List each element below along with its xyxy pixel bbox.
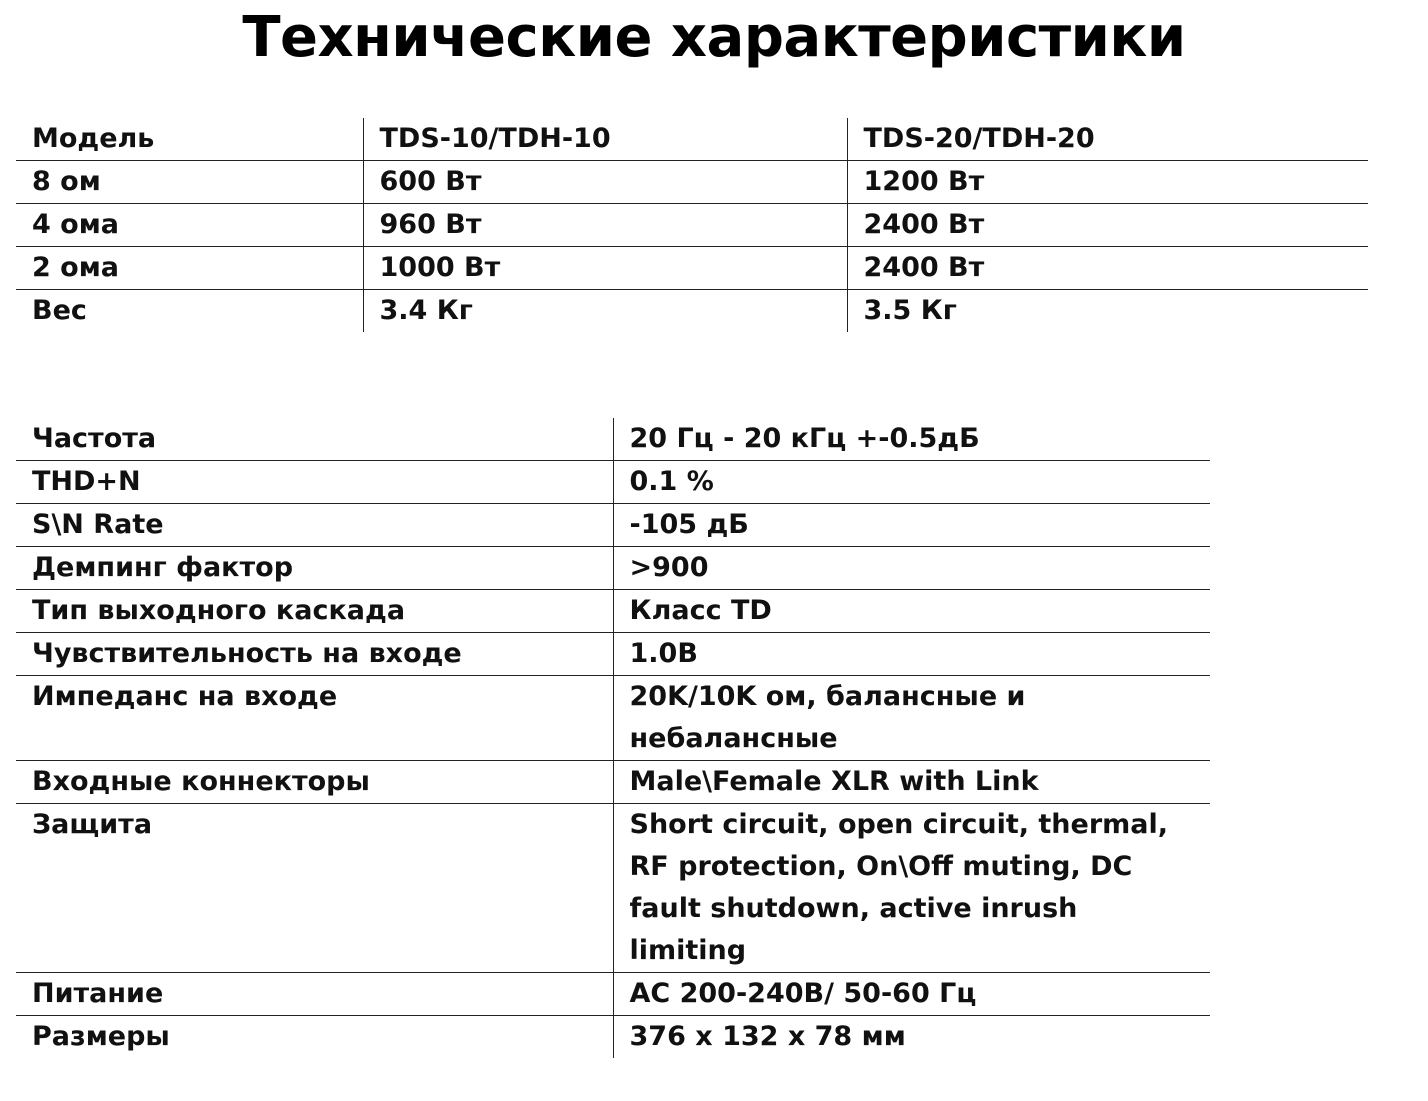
row-value-model-a: 3.4 Кг	[363, 290, 847, 333]
header-label: Модель	[32, 123, 155, 154]
table-row	[16, 161, 1368, 204]
row-label: Вес	[16, 290, 363, 333]
table-header-row	[16, 118, 1368, 161]
row-label: Тип выходного каскада	[16, 590, 613, 633]
table-row	[16, 418, 1210, 461]
table-row	[16, 590, 1210, 633]
row-label: Демпинг фактор	[16, 547, 613, 590]
header-model-a: TDS-10/TDH-10	[363, 118, 847, 161]
row-label: Чувствительность на входе	[16, 633, 613, 676]
row-label: Защита	[16, 804, 613, 973]
row-label: THD+N	[16, 461, 613, 504]
table-row	[16, 1016, 1210, 1059]
row-value: Short circuit, open circuit, thermal, RF protection, On\Off muting, DC fault shutdown, active inrush limiting	[613, 804, 1210, 973]
row-value: 1.0В	[613, 633, 1210, 676]
row-value-model-b: 2400 Вт	[847, 204, 1368, 247]
table-row	[16, 247, 1368, 290]
row-value-model-a: 960 Вт	[363, 204, 847, 247]
general-spec-table	[16, 418, 1210, 1058]
row-value-model-b: 2400 Вт	[847, 247, 1368, 290]
row-label: Импеданс на входе	[16, 676, 613, 761]
row-label: S\N Rate	[16, 504, 613, 547]
page-title: Технические характеристики	[242, 5, 1186, 70]
header-model-b: TDS-20/TDH-20	[847, 118, 1368, 161]
row-value-model-a: 1000 Вт	[363, 247, 847, 290]
row-label: Размеры	[16, 1016, 613, 1059]
table-row	[16, 547, 1210, 590]
row-label: Входные коннекторы	[16, 761, 613, 804]
row-label: 2 ома	[16, 247, 363, 290]
table-row	[16, 633, 1210, 676]
table-row	[16, 804, 1210, 973]
row-value-model-a: 600 Вт	[363, 161, 847, 204]
row-value-model-b: 3.5 Кг	[847, 290, 1368, 333]
table-row	[16, 761, 1210, 804]
table-row	[16, 290, 1368, 333]
row-value: Male\Female XLR with Link	[613, 761, 1210, 804]
row-label: 8 ом	[16, 161, 363, 204]
row-value: >900	[613, 547, 1210, 590]
row-label: Питание	[16, 973, 613, 1016]
row-value: 0.1 %	[613, 461, 1210, 504]
table-row	[16, 676, 1210, 761]
row-label: Частота	[32, 423, 157, 454]
row-value: Класс TD	[613, 590, 1210, 633]
row-value-model-b: 1200 Вт	[847, 161, 1368, 204]
row-value: 376 x 132 x 78 мм	[613, 1016, 1210, 1059]
table-row	[16, 461, 1210, 504]
models-spec-table	[16, 118, 1368, 332]
table-row	[16, 204, 1368, 247]
table-row	[16, 973, 1210, 1016]
row-value: AC 200-240В/ 50-60 Гц	[613, 973, 1210, 1016]
table-row	[16, 504, 1210, 547]
row-label: 4 ома	[16, 204, 363, 247]
row-value: -105 дБ	[613, 504, 1210, 547]
row-value: 20K/10K ом, балансные и небалансные	[613, 676, 1210, 761]
row-value: 20 Гц - 20 кГц +-0.5дБ	[613, 418, 1210, 461]
